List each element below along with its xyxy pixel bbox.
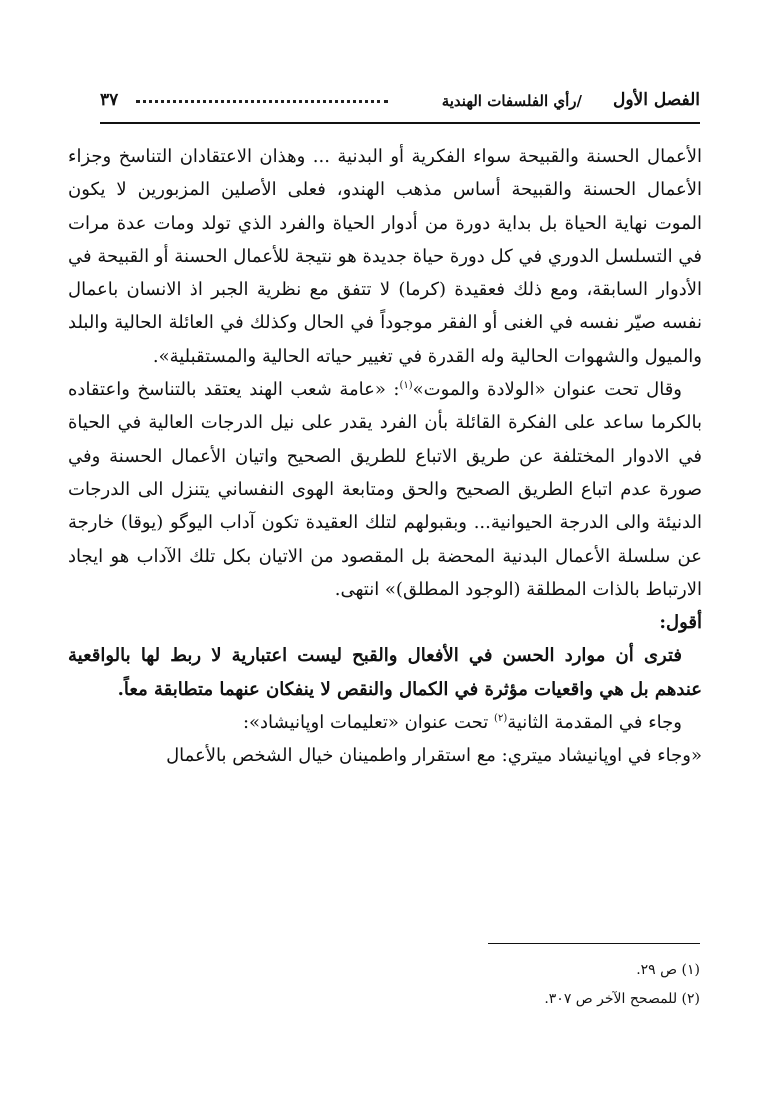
paragraph-2-quote: : «عامة شعب الهند يعتقد بالتناسخ واعتقاده بالكرما ساعد على الفكرة القائلة بأن الفرد يقدر على نيل الدرجات العالية في الحياة في الادوار المختلفة عن طريق الاتباع للطريق الصحيح واتيان الأعمال الحسنة وفي صورة عدم اتباع الطريق الصحيح والحق ومتابعة الهوى النفساني يتنزل الى الدرجات الدنيئة والى الدرجة الحيوانية... وبقبولهم لتلك العقيدة تكون آداب اليوگو (يوقا) خارجة عن سلسلة الأعمال البدنية المحضة بل المقصود من الاتيان بكل تلك الآداب هو ايجاد الارتباط بالذات المطلقة (الوجود المطلق)» انتهى.: [68, 379, 702, 600]
body-text: [68, 140, 702, 773]
paragraph-1: الأعمال الحسنة والقبيحة سواء الفكرية أو البدنية ... وهذان الاعتقادان التناسخ وجزاء الأعمال الحسنة والقبيحة أساس مذهب الهندو، فعلى الأصلين المزبورين لا يكون الموت نهاية الحياة بل بداية دورة من أدوار الحياة والفرد الذي تولد ومات عدة مرات في التسلسل الدوري في كل دورة حياة جديدة هو نتيجة للأعمال الحسنة أو القبيحة في الأدوار السابقة، ومع ذلك فعقيدة (كرما) لا تتفق مع نظرية الجبر اذ الانسان باعمال نفسه صيّر نفسه في الغنى أو الفقر موجوداً في الحال وكذلك في العائلة الحالية والبلد والميول والشهوات الحالية وله القدرة في تغيير حياته الحالية والمستقبلية».: [68, 146, 702, 367]
paragraph-4-text: وجاء في المقدمة الثانية: [507, 712, 682, 734]
chapter-title: الفصل الأول: [612, 90, 700, 110]
footnote-2: (٢) للمصحح الآخر ص ٣٠٧.: [544, 991, 700, 1007]
paragraph-2: [68, 373, 702, 606]
footnote-rule: [488, 943, 700, 944]
footnote-1: (١) ص ٢٩.: [636, 962, 700, 978]
paragraph-4-tail: تحت عنوان «تعليمات اوپانيشاد»:: [242, 712, 495, 734]
running-header: [100, 88, 700, 122]
leader-dots: [136, 100, 388, 103]
footnotes: [300, 956, 700, 1014]
paragraph-2-text: وقال تحت عنوان «الولادة والموت»: [412, 379, 682, 401]
paragraph-4: [68, 706, 702, 739]
section-heading: أقول:: [659, 612, 702, 634]
paragraph-5: «وجاء في اوپانيشاد ميتري: مع استقرار واطمينان خيال الشخص بالأعمال: [166, 745, 702, 767]
running-title: /رأي الفلسفات الهندية: [441, 92, 582, 110]
paragraph-3: فترى أن موارد الحسن في الأفعال والقبح ليست اعتبارية لا ربط لها بالواقعية عندهم بل هي واقعيات مؤثرة في الكمال والنقص لا ينفكان عنهما متطابقة معاً.: [68, 645, 702, 700]
header-rule: [100, 122, 700, 124]
page-number: ٣٧: [100, 90, 119, 110]
footnote-ref-2[interactable]: (٢): [494, 713, 508, 725]
footnote-ref-1[interactable]: (١): [399, 380, 413, 392]
